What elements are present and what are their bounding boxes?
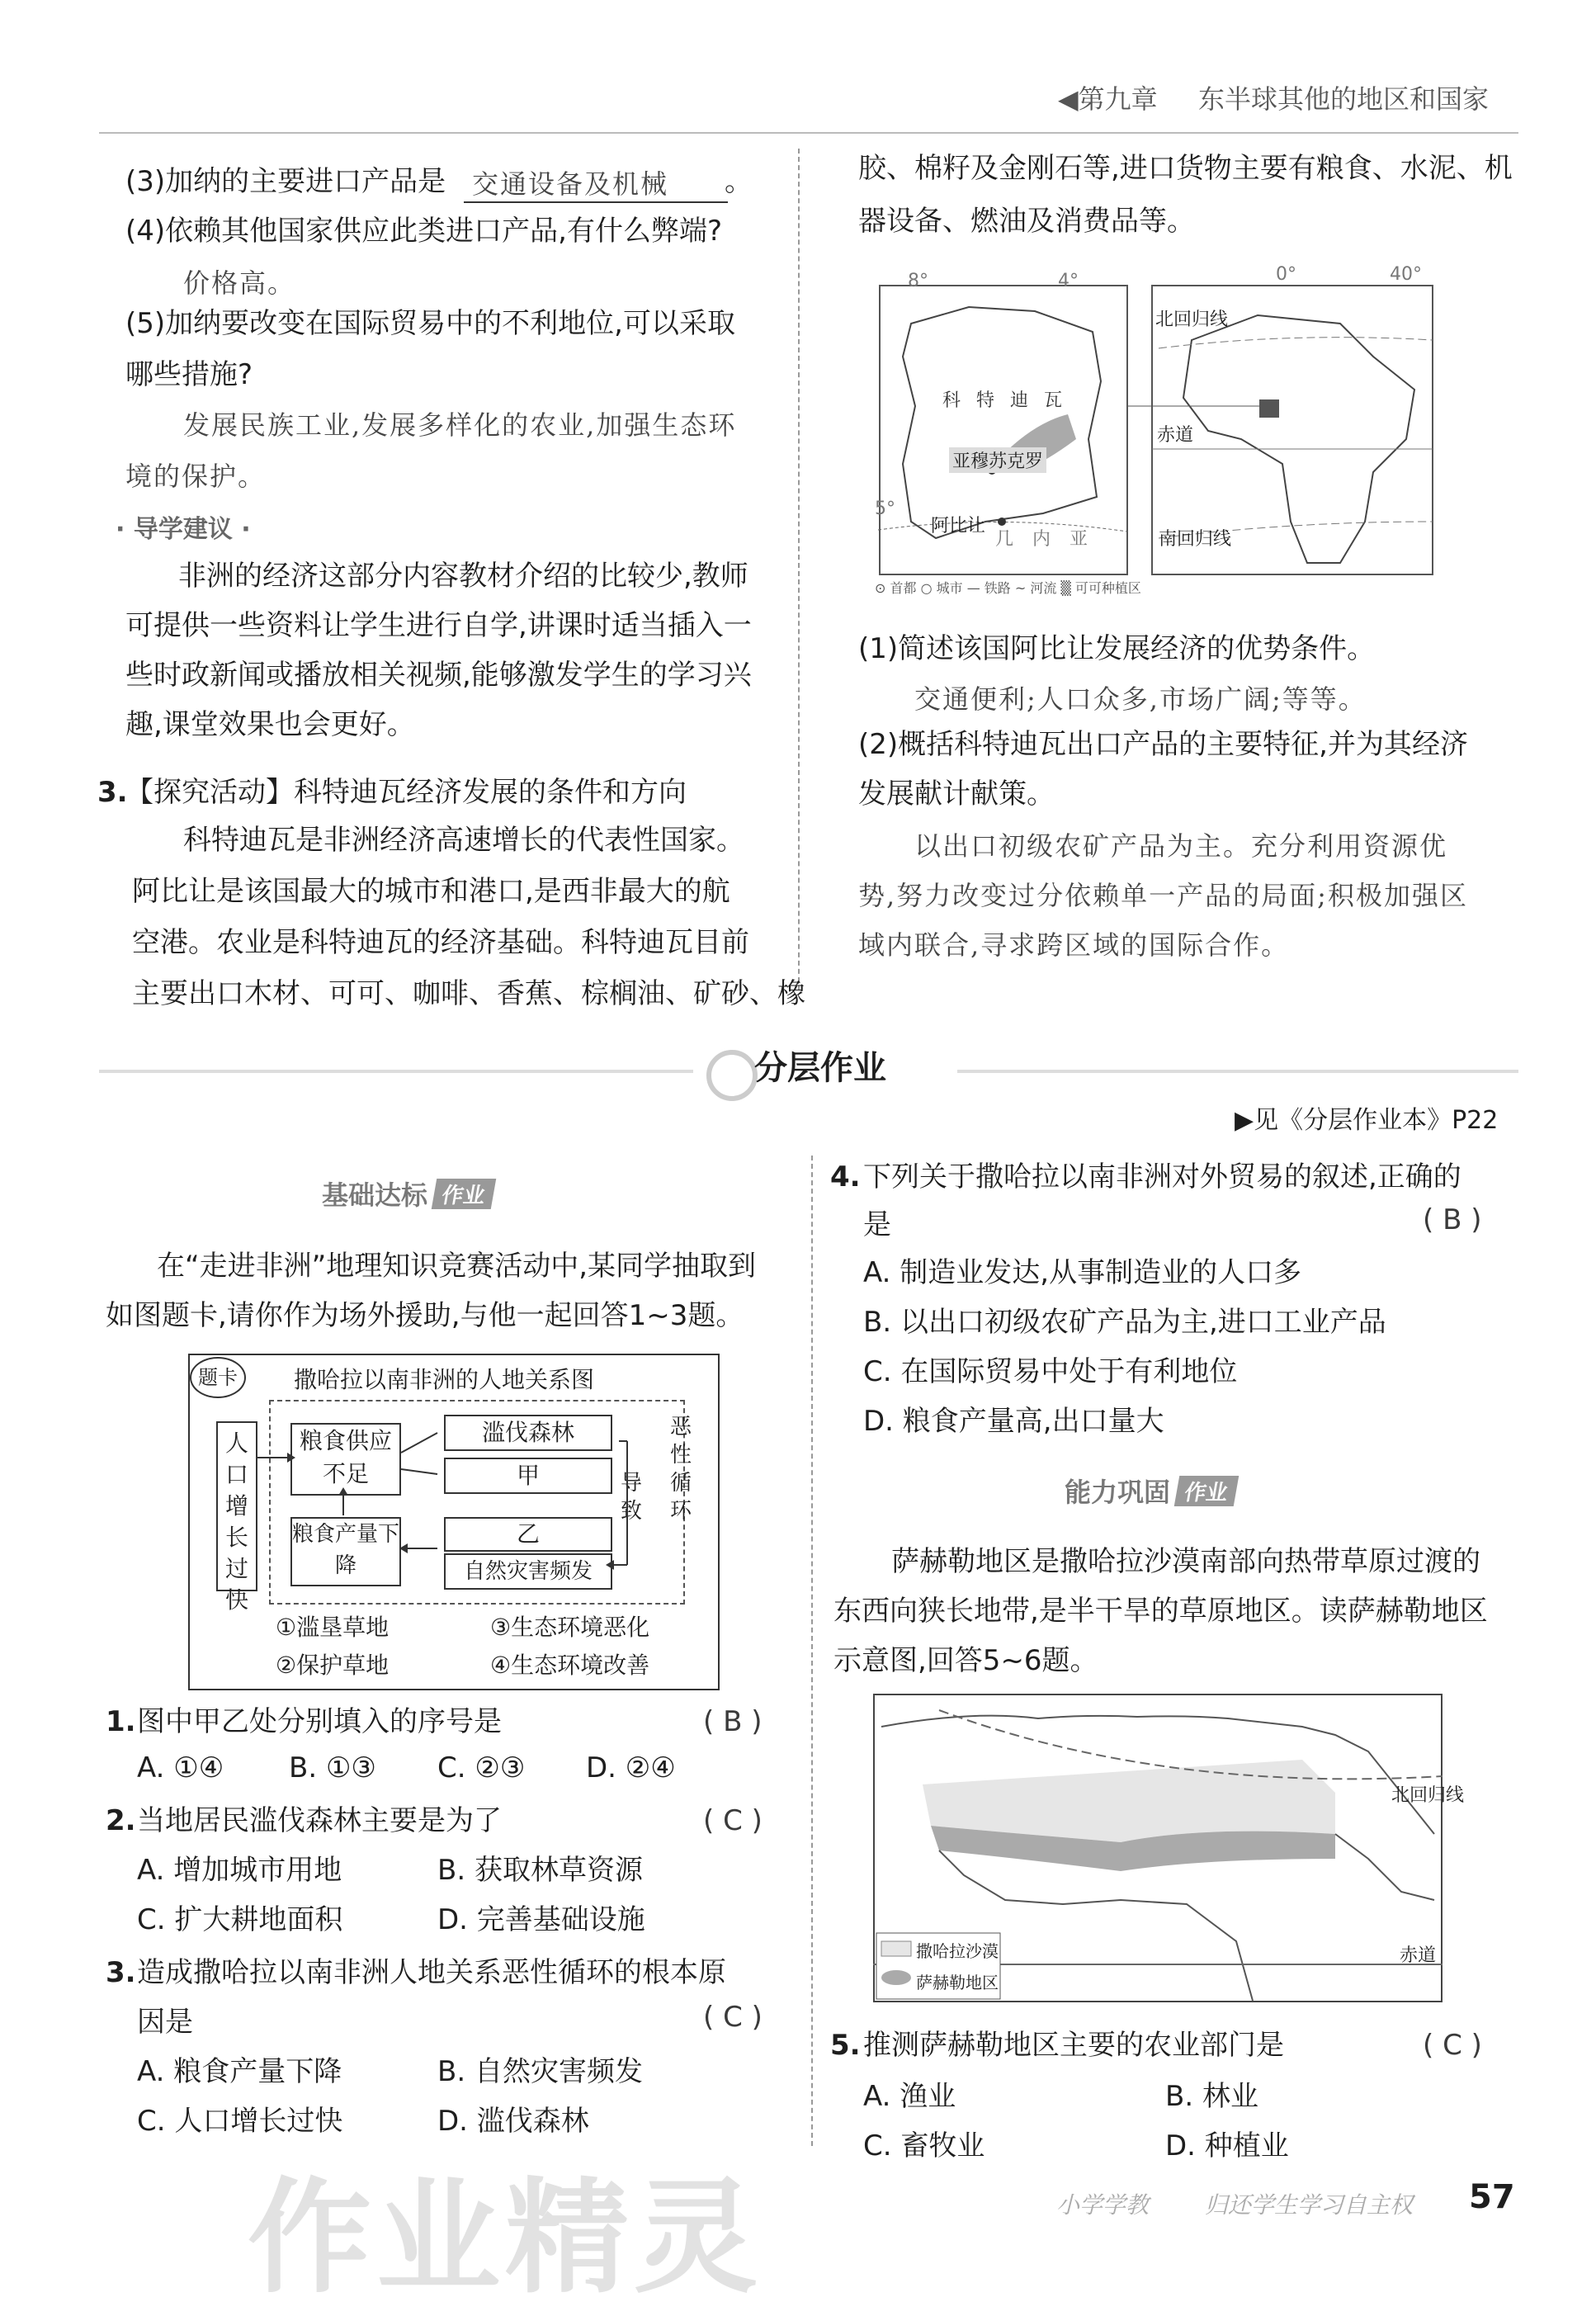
question-answer: ( C ) bbox=[703, 2001, 763, 2034]
map-lon-4: 4° bbox=[1058, 271, 1079, 291]
option: D. ②④ bbox=[586, 1751, 676, 1784]
card-disaster-box: 自然灾害频发 bbox=[444, 1553, 612, 1590]
guide-line: 非洲的经济这部分内容教材介绍的比较少,教师 bbox=[178, 560, 748, 593]
option: B. ①③ bbox=[289, 1751, 376, 1784]
section-title: 分层作业 bbox=[754, 1049, 886, 1087]
question-stem-cont: 因是 bbox=[137, 2006, 193, 2039]
q5-line1: (5)加纳要改变在国际贸易中的不利地位,可以采取 bbox=[125, 307, 735, 340]
card-yi-box: 乙 bbox=[444, 1517, 612, 1552]
option: A. 粮食产量下降 bbox=[137, 2055, 342, 2088]
card-deforest-box: 滥伐森林 bbox=[444, 1415, 612, 1451]
question-number: 5. bbox=[830, 2029, 861, 2062]
map-gulf-label: 几 内 亚 bbox=[995, 529, 1094, 550]
option: A. ①④ bbox=[137, 1751, 224, 1784]
q3-suffix: 。 bbox=[725, 165, 753, 198]
question-stem: 造成撒哈拉以南非洲人地关系恶性循环的根本原 bbox=[137, 1956, 726, 1989]
header-rule bbox=[99, 132, 1518, 134]
option: D. 种植业 bbox=[1165, 2129, 1289, 2162]
ability-intro-line: 东西向狭长地带,是半干旱的草原地区。读萨赫勒地区 bbox=[833, 1595, 1488, 1628]
map-lon-40: 40° bbox=[1390, 264, 1422, 285]
option: C. ②③ bbox=[437, 1751, 526, 1784]
card-cycle-label: 恶性循环 bbox=[670, 1415, 692, 1524]
map-lon-0: 0° bbox=[1276, 264, 1296, 285]
question-number: 2. bbox=[106, 1804, 136, 1837]
question-number: 3. bbox=[106, 1956, 136, 1989]
question-stem: 图中甲乙处分别填入的序号是 bbox=[137, 1705, 502, 1738]
option: A. 渔业 bbox=[863, 2080, 956, 2113]
sahel-legend-sahel: 萨赫勒地区 bbox=[916, 1973, 999, 1992]
right-q2-line2: 发展献计献策。 bbox=[858, 778, 1055, 811]
right-text-line: 胶、棉籽及金刚石等,进口货物主要有粮食、水泥、机 bbox=[858, 152, 1513, 185]
footer-slogan: 归还学生学习自主权 bbox=[1205, 2191, 1414, 2219]
map-equator: 赤道 bbox=[1157, 425, 1194, 446]
column-divider bbox=[798, 149, 800, 990]
map-city-yamoussoukro: 亚穆苏克罗 bbox=[949, 447, 1046, 473]
map-lon-8: 8° bbox=[908, 271, 928, 291]
q5-answer-line2: 境的保护。 bbox=[125, 461, 267, 492]
card-drop-box: 粮食产量下降 bbox=[290, 1517, 401, 1586]
ability-badge bbox=[1065, 1474, 1236, 1507]
page-number: 57 bbox=[1469, 2178, 1515, 2216]
ability-badge-tag: 作业 bbox=[1174, 1476, 1239, 1506]
option: B. 林业 bbox=[1165, 2080, 1258, 2113]
card-jia-box: 甲 bbox=[444, 1458, 612, 1494]
column-divider-lower bbox=[811, 1156, 813, 2146]
guide-line: 趣,课堂效果也会更好。 bbox=[125, 708, 415, 741]
card-arrows bbox=[215, 1403, 677, 1601]
activity-title: 【探究活动】科特迪瓦经济发展的条件和方向 bbox=[125, 776, 687, 809]
question-answer: ( B ) bbox=[1423, 1203, 1482, 1236]
activity-line: 阿比让是该国最大的城市和港口,是西非最大的航 bbox=[132, 875, 730, 908]
q3-prefix: (3)加纳的主要进口产品是 bbox=[125, 165, 446, 198]
q5-answer-line1: 发展民族工业,发展多样化的农业,加强生态环 bbox=[183, 409, 737, 441]
ability-badge-label: 能力巩固 bbox=[1065, 1477, 1171, 1508]
right-q2-answer: 以出口初级农矿产品为主。充分利用资源优 bbox=[914, 830, 1448, 862]
map-tropic-north: 北回归线 bbox=[1155, 310, 1229, 330]
option: C. 在国际贸易中处于有利地位 bbox=[863, 1355, 1238, 1388]
option: B. 自然灾害频发 bbox=[437, 2055, 643, 2088]
right-q2-answer: 域内联合,寻求跨区域的国际合作。 bbox=[858, 929, 1290, 961]
question-number: 1. bbox=[106, 1705, 136, 1738]
option: A. 增加城市用地 bbox=[137, 1854, 342, 1887]
card-pop-box: 人口增长过快 bbox=[216, 1421, 257, 1591]
section-rule-right bbox=[957, 1070, 1518, 1073]
right-q1-answer: 交通便利;人口众多,市场广阔;等等。 bbox=[914, 683, 1367, 715]
card-cause-label: 导致 bbox=[621, 1471, 643, 1524]
card-title: 撒哈拉以南非洲的人地关系图 bbox=[294, 1366, 595, 1393]
ability-intro-line: 萨赫勒地区是撒哈拉沙漠南部向热带草原过渡的 bbox=[891, 1545, 1480, 1578]
card-option-1: ①滥垦草地 bbox=[276, 1614, 390, 1641]
activity-line: 科特迪瓦是非洲经济高速增长的代表性国家。 bbox=[183, 824, 744, 857]
question-stem: 当地居民滥伐森林主要是为了 bbox=[137, 1804, 502, 1837]
card-tag: 题卡 bbox=[190, 1357, 246, 1398]
q4-text: (4)依赖其他国家供应此类进口产品,有什么弊端? bbox=[125, 215, 723, 248]
question-stem: 下列关于撒哈拉以南非洲对外贸易的叙述,正确的 bbox=[863, 1160, 1461, 1193]
card-food-box: 粮食供应不足 bbox=[290, 1423, 401, 1496]
chapter-title: 东半球其他的地区和国家 bbox=[1198, 83, 1490, 115]
map-tropic-south: 南回归线 bbox=[1159, 529, 1232, 550]
question-answer: ( C ) bbox=[1423, 2029, 1482, 2062]
basic-badge-label: 基础达标 bbox=[322, 1179, 428, 1211]
option: D. 粮食产量高,出口量大 bbox=[863, 1405, 1164, 1438]
watermark: 作业精灵 bbox=[248, 2167, 763, 2310]
map-lat-5: 5° bbox=[875, 499, 895, 519]
option: B. 获取林草资源 bbox=[437, 1854, 643, 1887]
option: D. 完善基础设施 bbox=[437, 1903, 645, 1936]
option: B. 以出口初级农矿产品为主,进口工业产品 bbox=[863, 1306, 1386, 1339]
q5-line2: 哪些措施? bbox=[125, 358, 253, 391]
ability-intro-line: 示意图,回答5~6题。 bbox=[833, 1644, 1098, 1677]
basic-intro-line: 如图题卡,请你作为场外援助,与他一起回答1~3题。 bbox=[106, 1299, 744, 1332]
question-stem: 推测萨赫勒地区主要的农业部门是 bbox=[863, 2029, 1284, 2062]
sahel-tropic-label: 北回归线 bbox=[1391, 1785, 1465, 1806]
option: D. 滥伐森林 bbox=[437, 2105, 589, 2138]
question-number: 4. bbox=[830, 1160, 861, 1193]
activity-number: 3. bbox=[97, 776, 128, 809]
map-city-abidjan: 阿比让 bbox=[931, 516, 986, 536]
right-q1: (1)简述该国阿比让发展经济的优势条件。 bbox=[858, 632, 1376, 665]
map-country-label: 科 特 迪 瓦 bbox=[942, 390, 1067, 411]
section-icon bbox=[706, 1050, 758, 1101]
basic-badge bbox=[322, 1177, 493, 1210]
guide-line: 些时政新闻或播放相关视频,能够激发学生的学习兴 bbox=[125, 659, 752, 692]
option: A. 制造业发达,从事制造业的人口多 bbox=[863, 1256, 1302, 1289]
option: C. 畜牧业 bbox=[863, 2129, 985, 2162]
guide-line: 可提供一些资料让学生进行自学,讲课时适当插入一 bbox=[125, 609, 752, 642]
sahel-legend-desert: 撒哈拉沙漠 bbox=[916, 1941, 999, 1961]
q4-answer: 价格高。 bbox=[183, 267, 296, 299]
chapter-label: ◀第九章 bbox=[1058, 83, 1158, 115]
card-option-4: ④生态环境改善 bbox=[490, 1652, 650, 1679]
q3-answer: 交通设备及机械 bbox=[464, 163, 728, 203]
activity-line: 空港。农业是科特迪瓦的经济基础。科特迪瓦目前 bbox=[132, 926, 749, 959]
right-q2-answer: 势,努力改变过分依赖单一产品的局面;积极加强区 bbox=[858, 880, 1468, 911]
basic-badge-tag: 作业 bbox=[432, 1179, 497, 1209]
option: C. 人口增长过快 bbox=[137, 2105, 343, 2138]
guide-title: · 导学建议 · bbox=[116, 515, 251, 544]
section-rule-left bbox=[99, 1070, 693, 1073]
card-option-3: ③生态环境恶化 bbox=[490, 1614, 650, 1641]
right-text-line: 器设备、燃油及消费品等。 bbox=[858, 205, 1195, 238]
footer-brand: 小学学教 bbox=[1056, 2191, 1150, 2219]
right-q2-line1: (2)概括科特迪瓦出口产品的主要特征,并为其经济 bbox=[858, 728, 1468, 761]
map-legend: ⊙ 首都 ○ 城市 — 铁路 ~ 河流 ▒ 可可种植区 bbox=[875, 580, 1141, 596]
question-stem-cont: 是 bbox=[863, 1208, 891, 1241]
question-answer: ( C ) bbox=[703, 1804, 763, 1837]
sahel-equator-label: 赤道 bbox=[1400, 1945, 1437, 1966]
question-answer: ( B ) bbox=[703, 1705, 763, 1738]
card-option-2: ②保护草地 bbox=[276, 1652, 390, 1679]
activity-line: 主要出口木材、可可、咖啡、香蕉、棕榈油、矿砂、橡 bbox=[132, 977, 805, 1010]
section-ref: ▶见《分层作业本》P22 bbox=[1235, 1106, 1499, 1135]
option: C. 扩大耕地面积 bbox=[137, 1903, 343, 1936]
basic-intro-line: 在“走进非洲”地理知识竞赛活动中,某同学抽取到 bbox=[157, 1250, 757, 1283]
